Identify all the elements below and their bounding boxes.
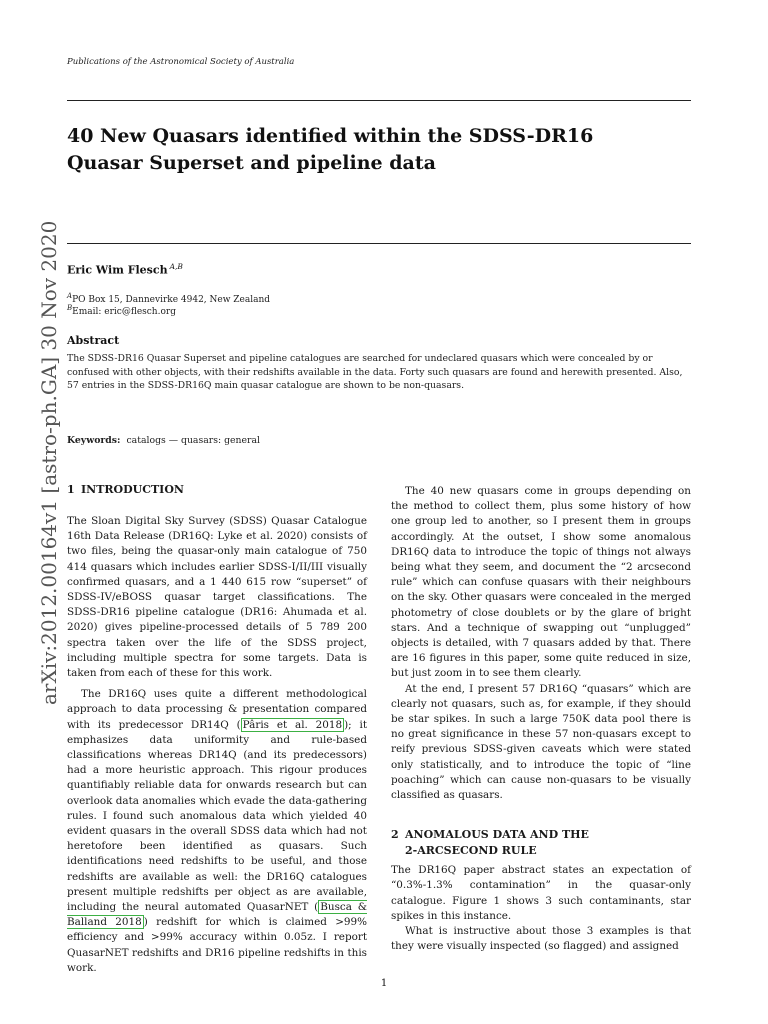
section-2-paragraph-1: The DR16Q paper abstract states an expectation of “0.3%-1.3% contamination” in the quasar-only catalogue. Figure 1 shows 3 such contaminants, star spikes in this instance.	[391, 864, 691, 922]
affiliation-mark: B	[67, 304, 73, 312]
email-text[interactable]: Email: eric@flesch.org	[72, 307, 176, 317]
keywords	[67, 435, 260, 446]
citation-link-busca[interactable]: Busca & Balland 2018	[67, 901, 367, 929]
author	[67, 262, 183, 277]
author-name: Eric Wim Flesch	[67, 263, 168, 277]
section-2-heading	[391, 827, 691, 859]
abstract-heading: Abstract	[67, 334, 120, 347]
intro-paragraph-3: The 40 new quasars come in groups depending on the method to collect them, plus some history of how one group led to another, so I present them in groups accordingly. At the outset, I show some anomalous DR16Q data to introduce the topic of things not always being what they seem, and document the “2 arcsecond rule” which can confuse quasars with their neighbours on the sky. Other quasars were concealed in the merged photometry of close doublets or by the glare of bright stars. And a technique of swapping out “unplugged” objects is detailed, with 7 quasars added by that. There are 16 figures in this paper, some quite reduced in size, but just zoom in to see them clearly.	[391, 485, 691, 680]
section-title-line-2: 2-ARCSECOND RULE	[405, 844, 537, 858]
section-2-paragraph-2: What is instructive about those 3 examples is that they were visually inspected (so flagged) and assigned	[391, 925, 691, 953]
keywords-text: catalogs — quasars: general	[126, 435, 260, 446]
affiliation-mark: A	[67, 292, 73, 300]
section-title-line-1: ANOMALOUS DATA AND THE	[405, 828, 589, 842]
title-line-2: Quasar Superset and pipeline data	[67, 152, 436, 174]
keywords-label: Keywords:	[67, 435, 121, 446]
affiliation-text: PO Box 15, Dannevirke 4942, New Zealand	[72, 295, 271, 305]
right-column	[391, 484, 691, 954]
intro-paragraph-4: At the end, I present 57 DR16Q “quasars” which are clearly not quasars, such as, for example, if they should be star spikes. In such a large 750K data pool there is no great significance in these 57 non-quasars except to reify previous SDSS-given caveats which were stated only statistically, and to introduce the topic of “line poaching” which can cause non-quasars to be visually classified as quasars.	[391, 682, 691, 802]
title-rule	[67, 243, 691, 244]
header-rule	[67, 100, 691, 101]
arxiv-stamp: arXiv:2012.00164v1 [astro-ph.GA] 30 Nov 2020	[37, 220, 61, 705]
section-title: INTRODUCTION	[81, 483, 184, 496]
paper-title	[67, 123, 687, 177]
paragraph-text: ); it emphasizes data uniformity and rule-based classifications whereas DR14Q (and its predecessors) had a more heuristic approach. This rigour produces quantifiably reliable data for onwards research but can overlook data anomalies which evade the data-gathering rules. I found such anomalous data which yielded 40 evident quasars in the overall SDSS data which had not heretofore been identified as quasars. Such identifications need redshifts to be useful, and those redshifts are available as well: the DR16Q catalogues present multiple redshifts per object as are available, including the neural automated QuasarNET (	[67, 718, 368, 914]
author-affil-marks: A,B	[169, 262, 183, 271]
intro-paragraph-1: The Sloan Digital Sky Survey (SDSS) Quasar Catalogue 16th Data Release (DR16Q: Lyke et al. 2020) consists of two files, being the quasar-only main catalogue of 750 414 quasars which includes earlier SDSS-I/II/III visually confirmed quasars, and a 1 440 615 row “superset” of SDSS-IV/eBOSS quasar target classifications. The SDSS-DR16 pipeline catalogue (DR16: Ahumada et al. 2020) gives pipeline-processed details of 5 789 200 spectra taken over the life of the SDSS project, including multiple spectra for some targets. Data is taken from each of these for this work.	[67, 515, 367, 680]
section-number: 1	[67, 483, 75, 496]
paragraph-text: ) redshift for which is claimed >99% efficiency and >99% accuracy within 0.05z. I report QuasarNET redshifts and DR16 pipeline redshifts in this work.	[67, 916, 367, 974]
affiliation-b	[67, 304, 176, 317]
paragraph-text: The DR16Q uses quite a different methodological approach to data processing & presentation compared with its predecessor DR14Q (	[67, 688, 367, 731]
page-number: 1	[380, 978, 388, 989]
left-column	[67, 482, 367, 976]
abstract-text: The SDSS-DR16 Quasar Superset and pipeline catalogues are searched for undeclared quasars which were concealed by or confused with other objects, with their redshifts available in the data. Forty such quasars are found and herewith presented. Also, 57 entries in the SDSS-DR16Q main quasar catalogue are shown to be non-quasars.	[67, 353, 683, 391]
intro-paragraph-2	[67, 687, 367, 976]
citation-link-paris[interactable]: Pâris et al. 2018	[242, 718, 343, 731]
section-1-heading	[67, 482, 367, 498]
title-line-1: 40 New Quasars identified within the SDSS-DR16	[67, 125, 594, 147]
section-number: 2	[391, 828, 399, 842]
journal-name: Publications of the Astronomical Society of Australia	[67, 57, 295, 67]
